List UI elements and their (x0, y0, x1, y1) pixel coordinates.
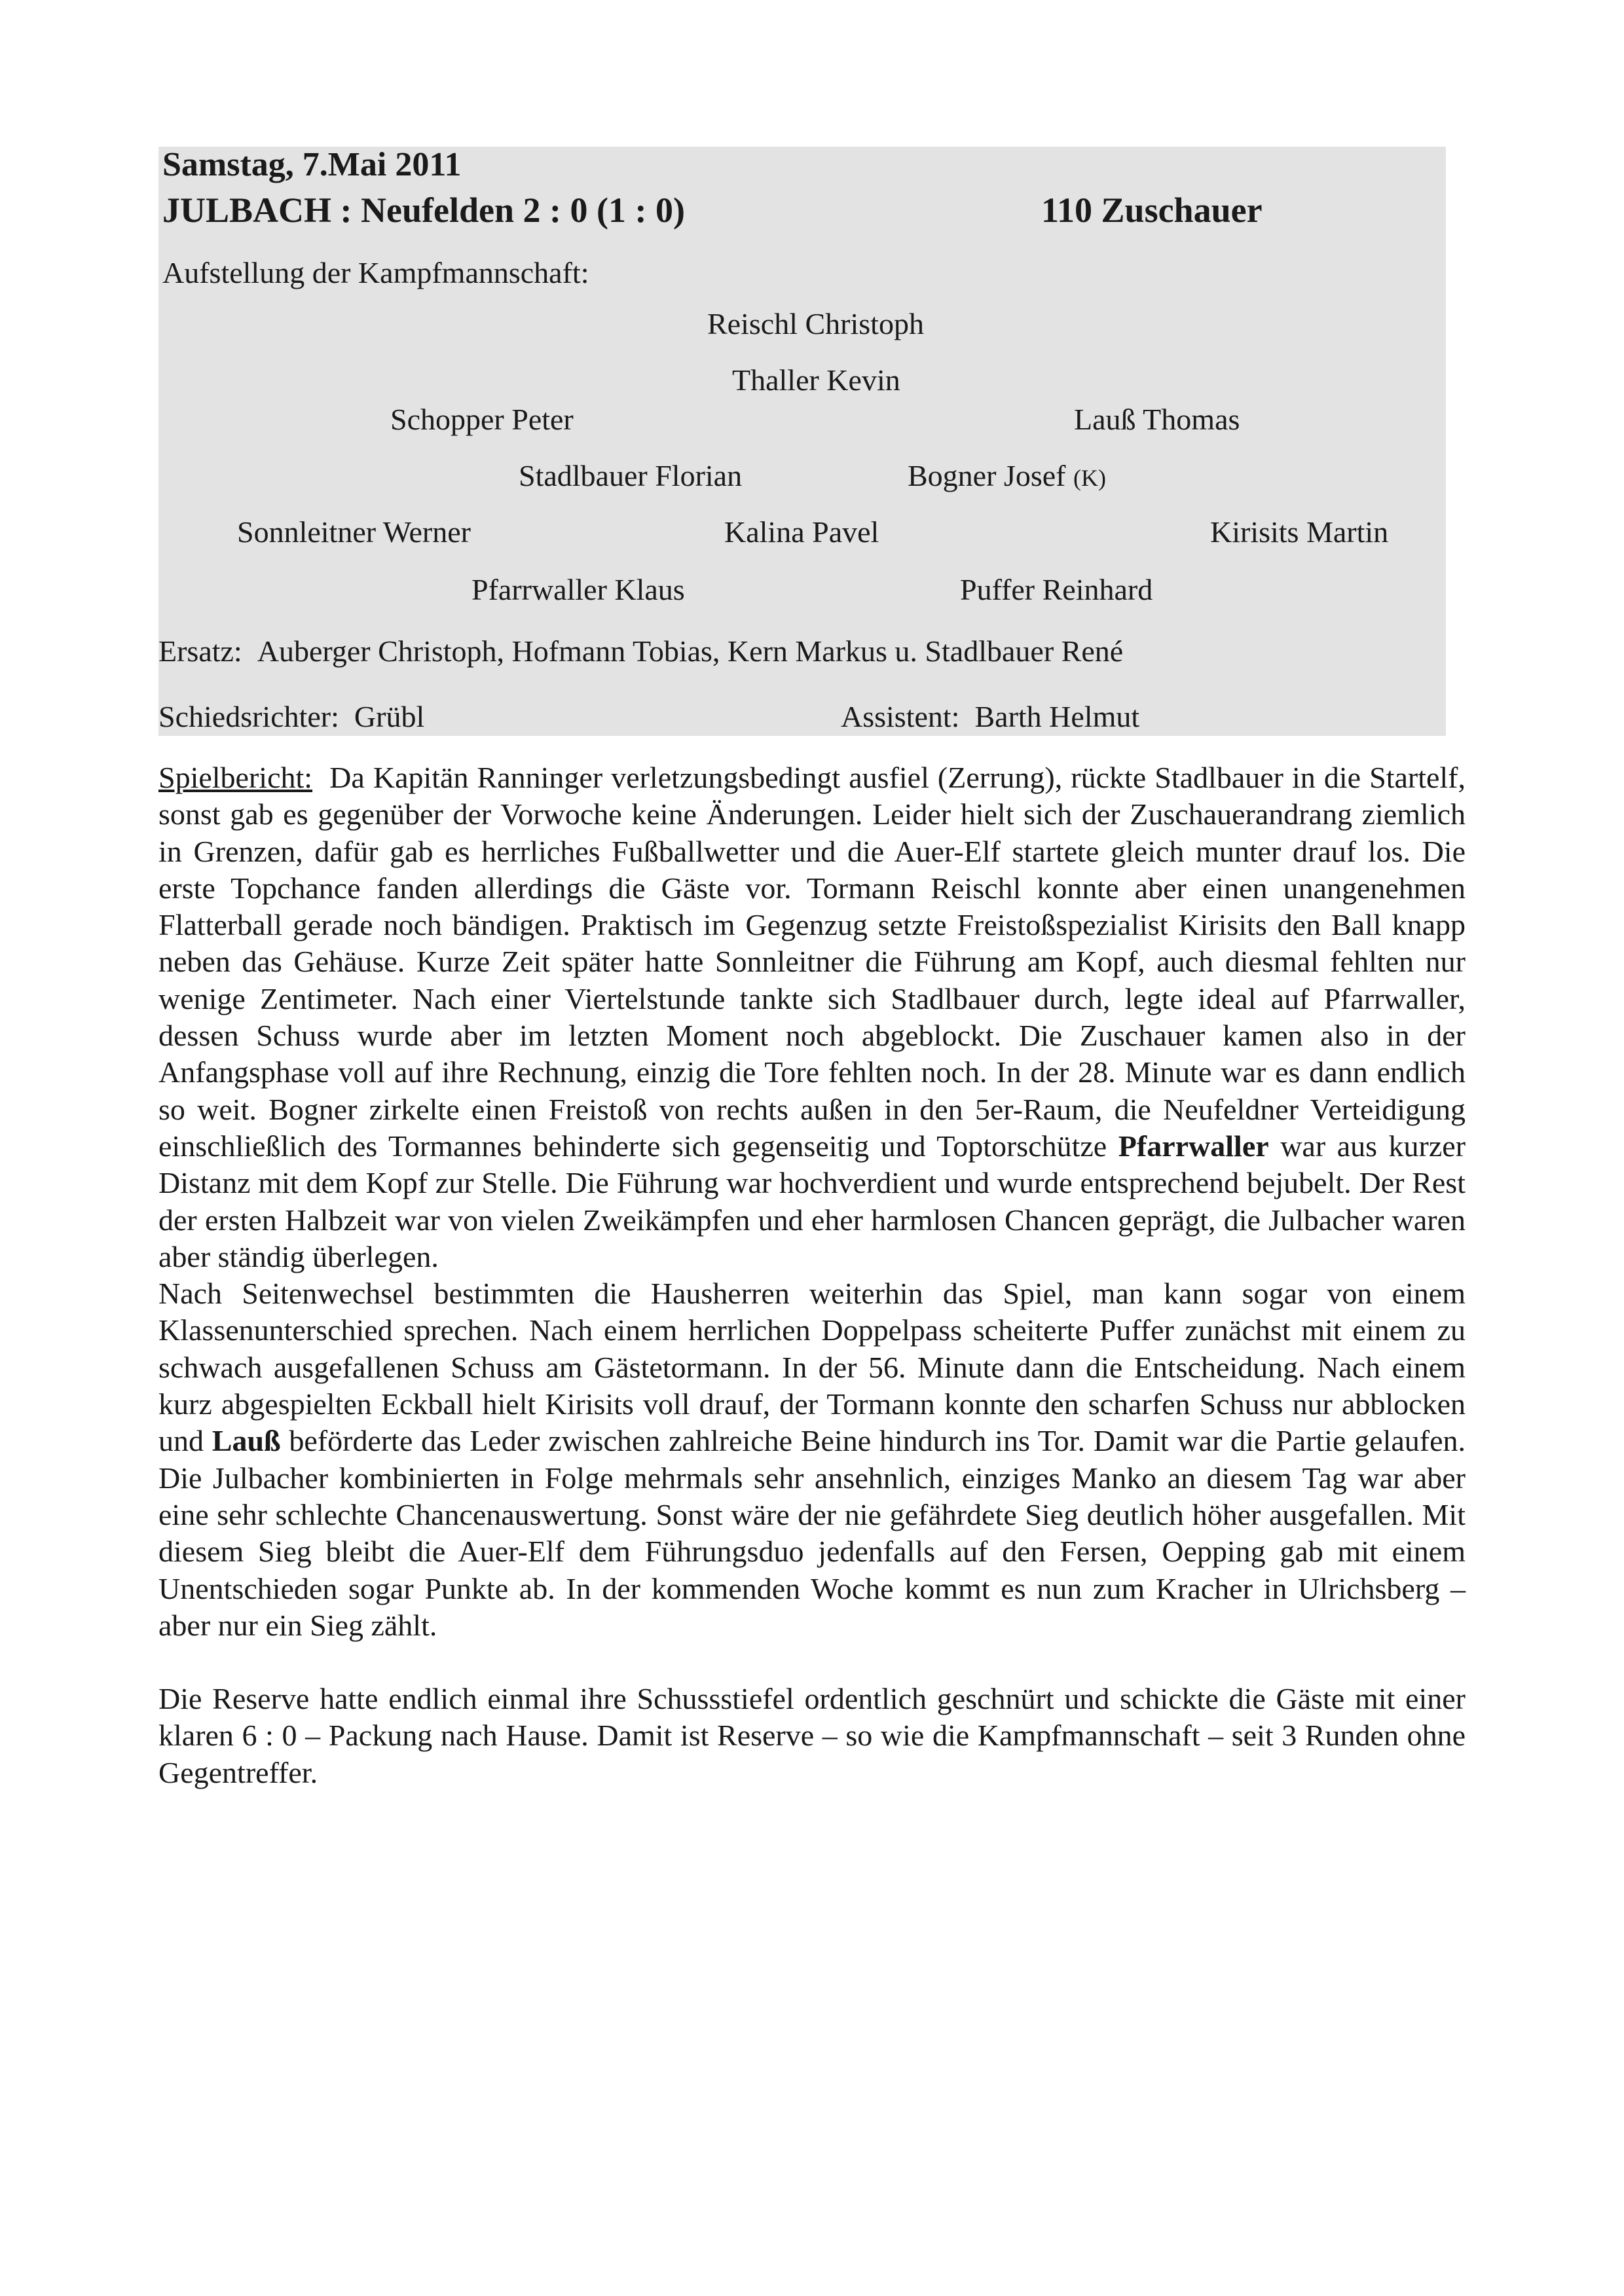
captain-mark: (K) (1073, 465, 1106, 491)
player-wing-right: Kirisits Martin (1210, 515, 1389, 549)
report-p2-text-b: beförderte das Leder zwischen zahlreiche Beine hindurch ins Tor. Damit war die Partie gelaufen. Die Julbacher kombinierten in Folge mehrmals sehr ansehnlich, einziges Manko an diesem Tag war aber eine sehr schlechte Chancenauswertung. Sonst wäre der nie gefährdete Sieg deutlich höher ausgefallen. Mit diesem Sieg bleibt die Auer-Elf dem Führungsduo jedenfalls auf den Fersen, Oepping gab mit einem Unentschieden sogar Punkte ab. In der kommenden Woche kommt es nun zum Kracher in Ulrichsberg – aber nur ein Sieg zählt. (158, 1424, 1466, 1642)
player-def-right: Lauß Thomas (1074, 403, 1240, 436)
player-mid-right-name: Bogner Josef (908, 459, 1066, 492)
lineup-label: Aufstellung der Kampfmannschaft: (162, 256, 589, 289)
player-goalkeeper: Reischl Christoph (707, 307, 924, 340)
player-wing-left: Sonnleitner Werner (237, 515, 471, 549)
referee-name: Grübl (354, 700, 425, 733)
player-def-left: Schopper Peter (390, 403, 574, 436)
referee-line (158, 699, 424, 734)
report-p2-text-a: Nach Seitenwechsel bestimmten die Hausherren weiterhin das Spiel, man kann sogar von einem Klassenunterschied sprechen. Nach einem herrlichen Doppelpass scheiterte Puffer zunächst mit einem zu schwach ausgefallenen Schuss am Gästetormann. In der 56. Minute dann die Entscheidung. Nach einem kurz abgespielten Eckball hielt Kirisits voll drauf, der Tormann konnte den scharfen Schuss nur abblocken und (158, 1277, 1466, 1458)
assistant-line (841, 699, 1139, 734)
assistant-label: Assistent: (841, 700, 960, 733)
assistant-name: Barth Helmut (974, 700, 1140, 733)
player-sweeper: Thaller Kevin (732, 363, 900, 397)
report-paragraph-1 (158, 759, 1466, 1275)
spectator-count: 110 Zuschauer (1041, 191, 1263, 230)
report-paragraph-2 (158, 1275, 1466, 1644)
subs-label: Ersatz: (158, 634, 242, 668)
player-center-mid: Kalina Pavel (724, 515, 879, 549)
report-p1-bold: Pfarrwaller (1118, 1129, 1269, 1163)
match-date: Samstag, 7.Mai 2011 (162, 146, 462, 183)
report-p1-text-a: Da Kapitän Ranninger verletzungsbedingt ausfiel (Zerrung), rückte Stadlbauer in die Startelf, sonst gab es gegenüber der Vorwoche keine Änderungen. Leider hielt sich der Zuschauerandrang ziemlich in Grenzen, dafür gab es herrliches Fußballwetter und die Auer-Elf startete gleich munter drauf los. Die erste Topchance fanden allerdings die Gäste vor. Tormann Reischl konnte aber einen unangenehmen Flatterball gerade noch bändigen. Praktisch im Gegenzug setzte Freistoßspezialist Kirisits den Ball knapp neben das Gehäuse. Kurze Zeit später hatte Sonnleitner die Führung am Kopf, auch diesmal fehlten nur wenige Zentimeter. Nach einer Viertelstunde tankte sich Stadlbauer durch, legte ideal auf Pfarrwaller, dessen Schuss wurde aber im letzten Moment noch abgeblockt. Die Zuschauer kamen also in der Anfangsphase voll auf ihre Rechnung, einzig die Tore fehlten noch. In der 28. Minute war es dann endlich so weit. Bogner zirkelte einen Freistoß von rechts außen in den 5er-Raum, die Neufeldner Verteidigung einschließlich des Tormannes behinderte sich gegenseitig und Toptorschütze (158, 761, 1466, 1163)
referee-label: Schiedsrichter: (158, 700, 339, 733)
report-label: Spielbericht: (158, 761, 313, 794)
player-fwd-right: Puffer Reinhard (960, 573, 1153, 606)
player-mid-right (908, 458, 1106, 493)
report-p1-text-b: war aus kurzer Distanz mit dem Kopf zur Stelle. Die Führung war hochverdient und wurde entsprechend bejubelt. Der Rest der ersten Halbzeit war von vielen Zweikämpfen und eher harmlosen Chancen geprägt, die Julbacher waren aber ständig überlegen. (158, 1129, 1466, 1273)
match-report (158, 759, 1466, 1791)
report-p2-bold: Lauß (212, 1424, 281, 1458)
player-mid-left: Stadlbauer Florian (519, 459, 743, 492)
player-fwd-left: Pfarrwaller Klaus (471, 573, 685, 606)
match-result: JULBACH : Neufelden 2 : 0 (1 : 0) (162, 191, 685, 230)
subs-line (158, 634, 1123, 668)
report-paragraph-3: Die Reserve hatte endlich einmal ihre Schussstiefel ordentlich geschnürt und schickte die Gäste mit einer klaren 6 : 0 – Packung nach Hause. Damit ist Reserve – so wie die Kampfmannschaft – seit 3 Runden ohne Gegentreffer. (158, 1682, 1466, 1789)
subs-names: Auberger Christoph, Hofmann Tobias, Kern Markus u. Stadlbauer René (257, 634, 1124, 668)
